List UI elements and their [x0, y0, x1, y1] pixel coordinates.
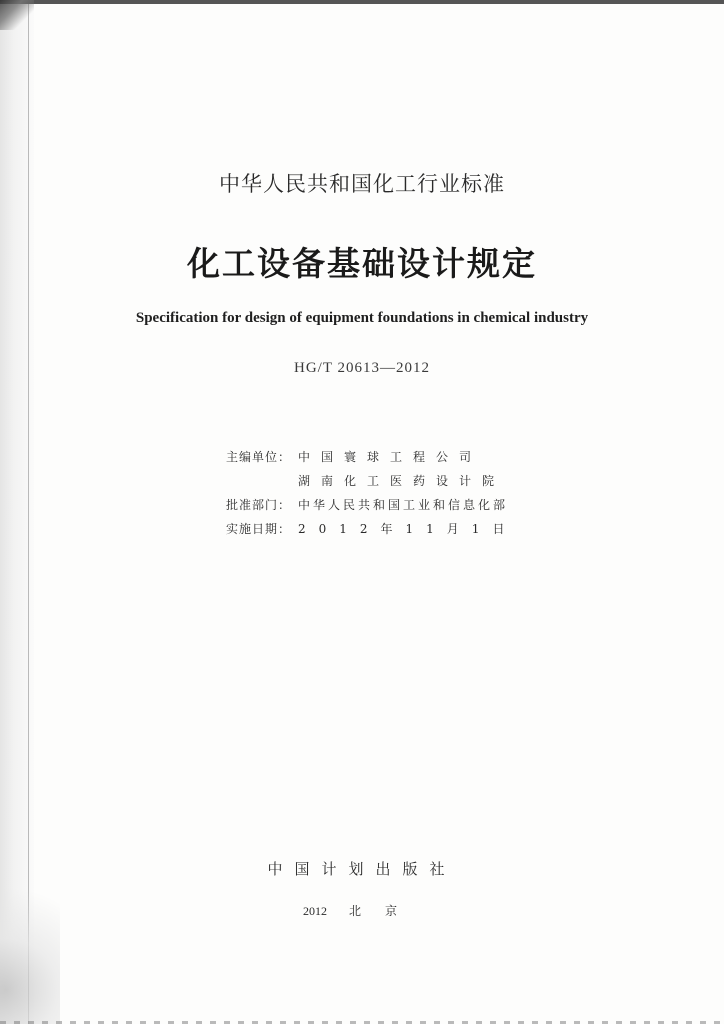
info-value: 中国寰球工程公司: [298, 449, 483, 464]
scan-corner-mark: [0, 0, 34, 30]
info-label: 实施日期：: [226, 521, 292, 536]
scan-top-edge: [0, 0, 724, 4]
publication-place: [0, 902, 724, 919]
info-label: 主编单位：: [226, 449, 292, 464]
standard-code: HG/T 20613—2012: [294, 360, 430, 376]
info-row-approver: [226, 492, 517, 516]
info-label: [226, 468, 298, 492]
publication-city: 北京: [348, 904, 421, 918]
publication-year: 2012: [302, 904, 327, 918]
series-title: 中华人民共和国化工行业标准: [219, 172, 505, 196]
info-row-effective-date: [226, 516, 517, 540]
main-title: 化工设备基础设计规定: [187, 244, 537, 283]
info-value: 湖南化工医药设计院: [298, 473, 506, 488]
info-row-editor-2: [226, 468, 517, 492]
scan-bottom-noise: [0, 854, 60, 1024]
publication-info-table: [226, 444, 517, 540]
english-title: Specification for design of equipment foundations in chemical industry: [135, 310, 589, 326]
info-row-editor: [226, 444, 517, 468]
publisher-name: 中国计划出版社: [267, 860, 457, 878]
info-value: 中华人民共和国工业和信息化部: [298, 497, 509, 512]
info-value: 2012年11月1日: [298, 521, 518, 536]
info-label: 批准部门：: [226, 497, 292, 512]
